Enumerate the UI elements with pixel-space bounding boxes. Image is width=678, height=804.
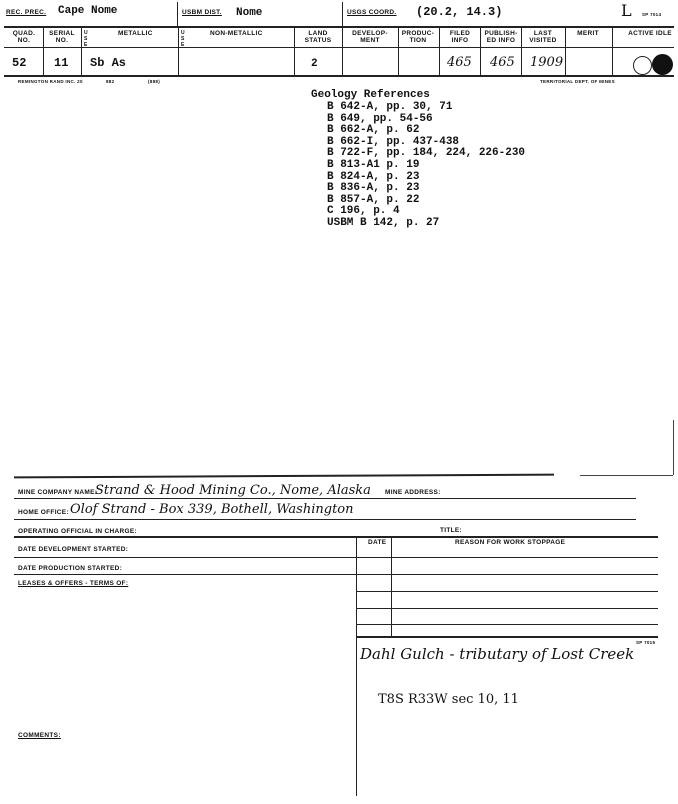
card-letter: L [621, 1, 632, 20]
township-note: T8S R33W sec 10, 11 [378, 692, 519, 707]
column-rule [4, 47, 674, 48]
rec-prec-label: REC. PREC. [6, 9, 47, 16]
filed-info-value: 465 [447, 55, 472, 70]
mine-company-label: MINE COMPANY NAME: [18, 489, 98, 496]
table-divider [356, 536, 357, 796]
references-heading: Geology References [311, 89, 430, 101]
rec-prec-value: Cape Nome [58, 5, 118, 17]
metallic-value: Sb As [90, 56, 127, 70]
edge-mark [580, 475, 673, 476]
metallic-header: METALLIC [118, 30, 153, 37]
divider [439, 28, 440, 75]
divider [81, 28, 82, 75]
reference-item: B 642-A, pp. 30, 71 [327, 101, 453, 113]
header-rule [4, 26, 674, 28]
divider [480, 28, 481, 75]
divider [43, 28, 44, 75]
reference-item: B 662-I, pp. 437-438 [327, 135, 460, 148]
production-header: PRODUC-TION [401, 30, 435, 44]
printer-mark: REMINGTON RAND INC. 20 [18, 79, 83, 84]
serial-no-value: 11 [54, 56, 69, 70]
printer-code: 882 [106, 79, 115, 84]
usbm-dist-label: USBM DIST. [182, 9, 222, 16]
divider [342, 2, 343, 26]
use-marker-metallic: U S E [84, 30, 88, 48]
mine-address-label: MINE ADDRESS: [385, 489, 441, 496]
divider [294, 28, 295, 75]
edge-mark [673, 420, 674, 475]
last-visited-value: 1909 [530, 55, 564, 70]
divider [565, 28, 566, 75]
usbm-dist-value: Nome [236, 7, 263, 19]
non-metallic-header: NON-METALLIC [210, 30, 263, 37]
row-bottom-rule [4, 75, 674, 77]
reference-item: B 662-A, p. 62 [327, 124, 420, 137]
usgs-coord-value: (20.2, 14.3) [416, 5, 503, 19]
divider [398, 28, 399, 75]
references-list [327, 102, 525, 230]
divider [521, 28, 522, 75]
operating-official-label: OPERATING OFFICIAL IN CHARGE: [18, 528, 137, 535]
form-number-top: SP 7014 [642, 12, 662, 17]
reference-item: B 649, pp. 54-56 [327, 112, 433, 125]
reference-item: B 813-A1 p. 19 [327, 158, 420, 171]
active-idle-header: ACTIVE IDLE [628, 30, 672, 37]
mine-company-value: Strand & Hood Mining Co., Nome, Alaska [95, 483, 371, 498]
title-label: TITLE: [440, 527, 463, 534]
department-mark: TERRITORIAL DEPT. OF MINES [540, 79, 615, 84]
filed-info-header: FILED INFO [449, 30, 471, 44]
stoppage-row-rule [356, 636, 658, 638]
date-label: DATE [368, 539, 387, 546]
use-marker-nonmetallic: U S E [181, 30, 185, 48]
reference-item: B 857-A, p. 22 [327, 193, 420, 206]
reference-item: B 836-A, p. 23 [327, 182, 420, 195]
date-development-label: DATE DEVELOPMENT STARTED: [18, 546, 129, 553]
serial-no-header: SERIAL NO. [49, 30, 75, 44]
land-status-value: 2 [311, 58, 318, 70]
reference-item: B 824-A, p. 23 [327, 170, 420, 183]
divider [612, 28, 613, 75]
reference-item: USBM B 142, p. 27 [327, 216, 440, 229]
last-visited-header: LAST VISITED [529, 30, 557, 44]
reason-label: REASON FOR WORK STOPPAGE [455, 539, 566, 546]
rule [14, 557, 658, 558]
stoppage-row-rule [356, 591, 658, 592]
reference-item: B 722-F, pp. 184, 224, 226-230 [327, 147, 526, 160]
lower-card-top-rule [14, 474, 554, 479]
published-info-header: PUBLISH-ED INFO [484, 30, 518, 44]
rule [14, 536, 658, 538]
active-indicator-circle [633, 56, 652, 75]
printer-code-2: (888) [148, 79, 161, 84]
divider [342, 28, 343, 75]
stoppage-row-rule [356, 608, 658, 609]
table-divider [391, 536, 392, 636]
reference-item: C 196, p. 4 [327, 205, 400, 218]
divider [178, 28, 179, 75]
form-number-bottom: SP 7015 [636, 640, 656, 645]
divider [177, 2, 178, 26]
stoppage-row-rule [356, 624, 658, 625]
usgs-coord-label: USGS COORD. [347, 9, 397, 16]
land-status-header: LAND STATUS [304, 30, 332, 44]
rule [14, 574, 658, 575]
location-note: Dahl Gulch - tributary of Lost Creek [360, 645, 635, 663]
rule [14, 498, 636, 499]
date-production-label: DATE PRODUCTION STARTED: [18, 565, 123, 572]
quad-no-value: 52 [12, 56, 27, 70]
leases-label: LEASES & OFFERS - TERMS OF: [18, 580, 129, 587]
idle-indicator-dot [652, 54, 673, 75]
home-office-label: HOME OFFICE: [18, 509, 69, 516]
published-info-value: 465 [490, 55, 515, 70]
rule [14, 519, 636, 520]
comments-label: COMMENTS: [18, 732, 61, 739]
home-office-value: Olof Strand - Box 339, Bothell, Washington [70, 502, 354, 517]
quad-no-header: QUAD. NO. [12, 30, 36, 44]
development-header: DEVELOP-MENT [352, 30, 388, 44]
merit-header: MERIT [577, 30, 599, 37]
